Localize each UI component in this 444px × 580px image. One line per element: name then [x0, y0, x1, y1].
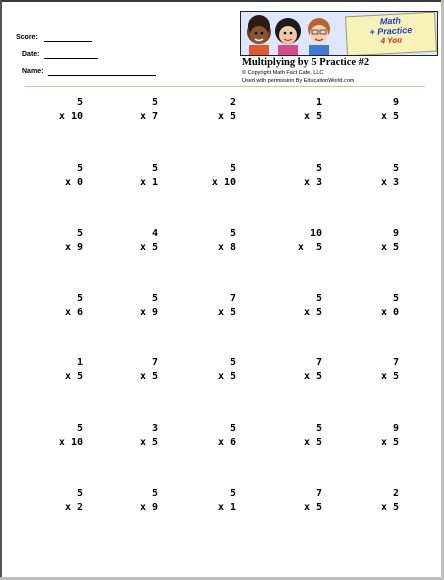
problem-item	[176, 292, 236, 320]
problem-multiplier: x 0	[64, 177, 83, 188]
problem-item	[23, 422, 83, 450]
problem-multiplier: x 5	[380, 242, 399, 253]
problem-multiplicand: 5	[229, 163, 236, 174]
problem-multiplicand: 5	[151, 488, 158, 499]
problem-multiplier: x 5	[297, 242, 322, 253]
problem-multiplicand: 1	[315, 97, 322, 108]
logo-line-4you: 4 You	[380, 35, 403, 46]
permission-text: Used with permission By EducationWorld.com	[242, 78, 355, 84]
problem-multiplier: x 5	[303, 307, 322, 318]
problem-multiplier: x 5	[64, 371, 83, 382]
problem-item	[339, 162, 399, 190]
problem-item	[98, 162, 158, 190]
problem-multiplicand: 1	[76, 357, 83, 368]
logo-line-math: Math	[379, 15, 402, 27]
problem-item	[23, 292, 83, 320]
problem-multiplicand: 5	[315, 293, 322, 304]
problem-item	[98, 487, 158, 515]
problem-multiplicand: 9	[392, 423, 399, 434]
problem-item	[262, 162, 322, 190]
problem-multiplier: x 5	[303, 111, 322, 122]
problem-multiplicand: 7	[315, 357, 322, 368]
problem-multiplicand: 2	[392, 488, 399, 499]
problem-item	[262, 422, 322, 450]
problem-multiplicand: 5	[229, 357, 236, 368]
problem-multiplicand: 5	[315, 163, 322, 174]
problem-multiplicand: 7	[392, 357, 399, 368]
logo-line-practice: + Practice	[369, 24, 413, 38]
problem-multiplicand: 7	[315, 488, 322, 499]
problem-multiplicand: 2	[229, 97, 236, 108]
problem-multiplier: x 3	[303, 177, 322, 188]
problem-item	[23, 96, 83, 124]
problem-multiplier: x 5	[217, 371, 236, 382]
problem-multiplier: x 5	[380, 502, 399, 513]
problem-multiplicand: 5	[392, 163, 399, 174]
problem-multiplier: x 9	[139, 502, 158, 513]
problem-multiplier: x 10	[58, 111, 83, 122]
problem-multiplicand: 5	[229, 488, 236, 499]
problem-multiplicand: 5	[151, 97, 158, 108]
problem-multiplier: x 2	[64, 502, 83, 513]
problem-multiplier: x 5	[380, 111, 399, 122]
problem-item	[176, 162, 236, 190]
problem-multiplier: x 1	[139, 177, 158, 188]
problem-multiplicand: 5	[76, 228, 83, 239]
problem-item	[98, 356, 158, 384]
problem-item	[23, 356, 83, 384]
date-label: Date:	[22, 51, 40, 58]
problem-multiplicand: 5	[315, 423, 322, 434]
problem-multiplicand: 5	[392, 293, 399, 304]
problem-multiplier: x 5	[139, 242, 158, 253]
problem-multiplier: x 9	[64, 242, 83, 253]
problem-item	[98, 227, 158, 255]
problem-multiplicand: 9	[392, 97, 399, 108]
problem-multiplicand: 7	[151, 357, 158, 368]
problem-item	[262, 227, 322, 255]
problem-item	[98, 96, 158, 124]
problem-multiplicand: 3	[151, 423, 158, 434]
problem-multiplicand: 5	[76, 293, 83, 304]
copyright-text: © Copyright Math Fact Cafe, LLC	[242, 70, 324, 76]
problem-multiplier: x 10	[211, 177, 236, 188]
problem-multiplicand: 5	[76, 97, 83, 108]
problem-item	[176, 487, 236, 515]
problem-item	[339, 96, 399, 124]
problem-multiplicand: 5	[229, 228, 236, 239]
problem-multiplier: x 5	[303, 437, 322, 448]
problem-item	[339, 422, 399, 450]
problem-item	[339, 356, 399, 384]
problem-multiplier: x 8	[217, 242, 236, 253]
problem-multiplier: x 5	[217, 111, 236, 122]
problem-multiplicand: 5	[151, 293, 158, 304]
problem-multiplicand: 4	[151, 228, 158, 239]
problem-item	[339, 292, 399, 320]
problem-multiplier: x 6	[217, 437, 236, 448]
problem-item	[262, 96, 322, 124]
problem-multiplicand: 5	[151, 163, 158, 174]
problem-multiplier: x 6	[64, 307, 83, 318]
problem-multiplicand: 9	[392, 228, 399, 239]
problem-item	[23, 227, 83, 255]
problem-item	[262, 292, 322, 320]
problem-item	[339, 227, 399, 255]
problem-multiplier: x 7	[139, 111, 158, 122]
problem-item	[23, 487, 83, 515]
problem-multiplicand: 7	[229, 293, 236, 304]
name-label: Name:	[22, 68, 44, 75]
problem-multiplier: x 9	[139, 307, 158, 318]
problem-multiplicand: 5	[76, 423, 83, 434]
problem-item	[176, 96, 236, 124]
problem-item	[98, 422, 158, 450]
problem-multiplicand: 5	[76, 488, 83, 499]
problem-multiplier: x 3	[380, 177, 399, 188]
problem-multiplicand: 10	[309, 228, 322, 239]
problem-multiplier: x 5	[303, 502, 322, 513]
problem-item	[262, 487, 322, 515]
problem-item	[262, 356, 322, 384]
problem-multiplier: x 5	[217, 307, 236, 318]
problem-item	[176, 356, 236, 384]
problem-item	[176, 227, 236, 255]
problem-multiplier: x 5	[303, 371, 322, 382]
problem-multiplier: x 5	[380, 371, 399, 382]
problem-item	[98, 292, 158, 320]
worksheet-title: Multiplying by 5 Practice #2	[242, 57, 370, 68]
problem-multiplicand: 5	[76, 163, 83, 174]
score-label: Score:	[16, 34, 38, 41]
problem-multiplier: x 5	[139, 437, 158, 448]
problem-item	[339, 487, 399, 515]
problem-multiplier: x 0	[380, 307, 399, 318]
problem-multiplier: x 1	[217, 502, 236, 513]
problem-multiplier: x 5	[380, 437, 399, 448]
problem-item	[176, 422, 236, 450]
problem-multiplier: x 10	[58, 437, 83, 448]
problem-multiplicand: 5	[229, 423, 236, 434]
problem-item	[23, 162, 83, 190]
problem-multiplier: x 5	[139, 371, 158, 382]
